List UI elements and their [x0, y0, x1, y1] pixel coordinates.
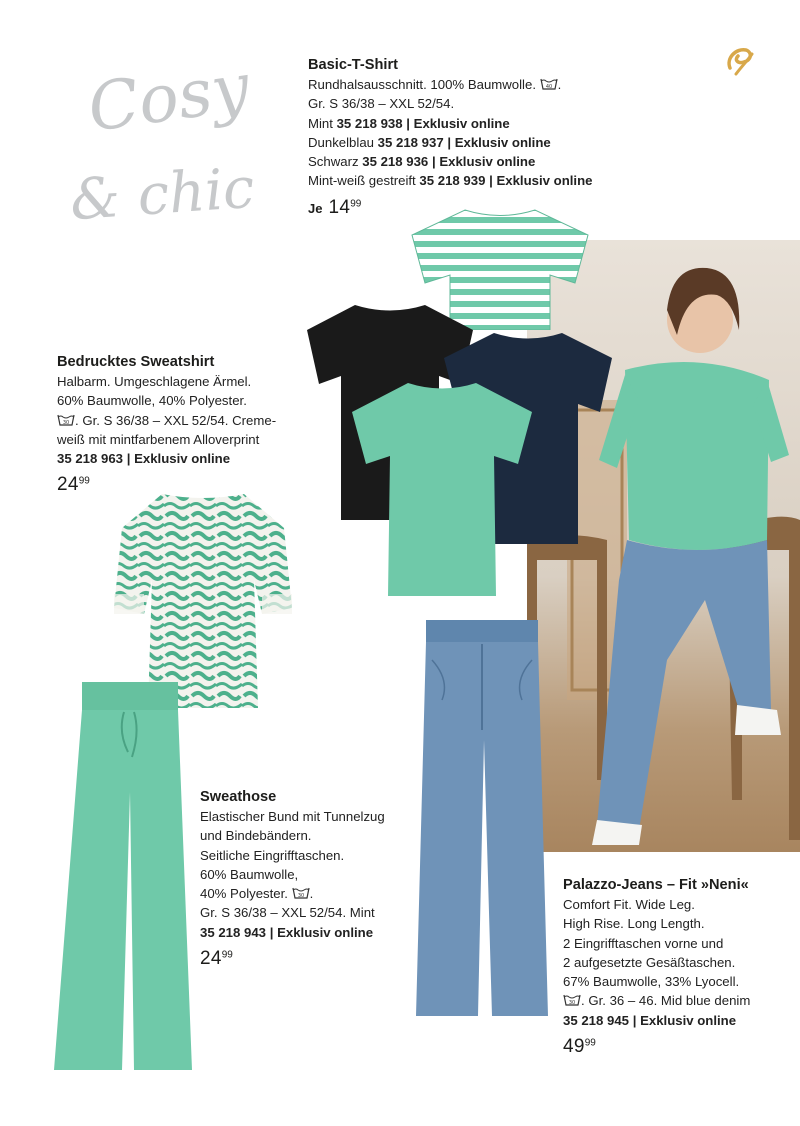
wash-30-icon [57, 413, 75, 427]
jeans-price: $49^{99}$ [563, 1036, 596, 1058]
tshirt-variant: Mint-weiß gestreift 35 218 939 | Exklusiv online [308, 173, 593, 189]
tshirt-price: Je $14^{99}$ [308, 196, 362, 218]
svg-text:30: 30 [62, 419, 70, 426]
sweatshirt-image [112, 490, 294, 712]
wash-30-icon [563, 993, 581, 1007]
jeans-image [412, 620, 552, 1018]
sweathose-image [52, 682, 202, 1072]
tshirt-variant: Schwarz 35 218 936 | Exklusiv online [308, 154, 536, 170]
sweatshirt-text-block: Bedrucktes Sweatshirt Halbarm. Umgeschlagene Ärmel. 60% Baumwolle, 40% Polyester. 30 . Gr. S 36/38 – XXL 52/54. Creme- weiß mit mintfarbenem Alloverprint 35 218 963 | Exklusiv online $24^{99}$ [57, 352, 307, 496]
sweathose-price: $24^{99}$ [200, 948, 233, 970]
sweatshirt-title: Bedrucktes Sweatshirt [57, 354, 215, 370]
tshirt-sizes: Gr. S 36/38 – XXL 52/54. [308, 96, 455, 112]
jeans-title: Palazzo-Jeans – Fit »Neni« [563, 877, 749, 893]
tchibo-bean-logo [722, 42, 758, 78]
jeans-text-block: Palazzo-Jeans – Fit »Neni« Comfort Fit. Wide Leg. High Rise. Long Length. 2 Eingrifftaschen vorne und 2 aufgesetzte Gesäßtaschen. 67% Baumwolle, 33% Lyocell. 30 . Gr. 36 – 46. Mid blue denim 35 218 945 | Exklusiv online $49^{99}$ [563, 875, 793, 1058]
svg-text:40: 40 [545, 84, 552, 90]
svg-text:30: 30 [568, 1000, 576, 1007]
sweathose-text-block: Sweathose Elastischer Bund mit Tunnelzug und Bindebändern. Seitliche Eingrifftaschen. 60% Baumwolle, 40% Polyester. 30 . Gr. S 36/38 – XXL 52/54. Mint 35 218 943 | Exklusiv online $24^{99}$ [200, 787, 420, 970]
headline-cosy: Cosy [83, 48, 254, 147]
tshirt-variant: Mint 35 218 938 | Exklusiv online [308, 115, 510, 131]
headline-chic: & chic [67, 155, 257, 234]
wash-30-icon [292, 886, 310, 900]
tshirt-mint-image [350, 378, 534, 598]
tshirt-text-block: Basic-T-Shirt Rundhalsausschnitt. 100% Baumwolle. 40 . Gr. S 36/38 – XXL 52/54. Mint 35 218 938 | Exklusiv online Dunkelblau 35 218 937 | Exklusiv online Schwarz 35 218 936 | Exklusiv online Mint-weiß gestreift 35 218 939 | Exklusiv online Je $14^{99}$ [308, 55, 668, 219]
tshirt-desc: Rundhalsausschnitt. 100% Baumwolle. [308, 77, 536, 92]
tshirt-title: Basic-T-Shirt [308, 57, 399, 73]
tshirt-variant: Dunkelblau 35 218 937 | Exklusiv online [308, 134, 551, 150]
sweathose-title: Sweathose [200, 789, 277, 805]
svg-text:30: 30 [297, 893, 304, 900]
wash-30-icon [540, 77, 558, 91]
sweatshirt-price: $24^{99}$ [57, 474, 90, 496]
